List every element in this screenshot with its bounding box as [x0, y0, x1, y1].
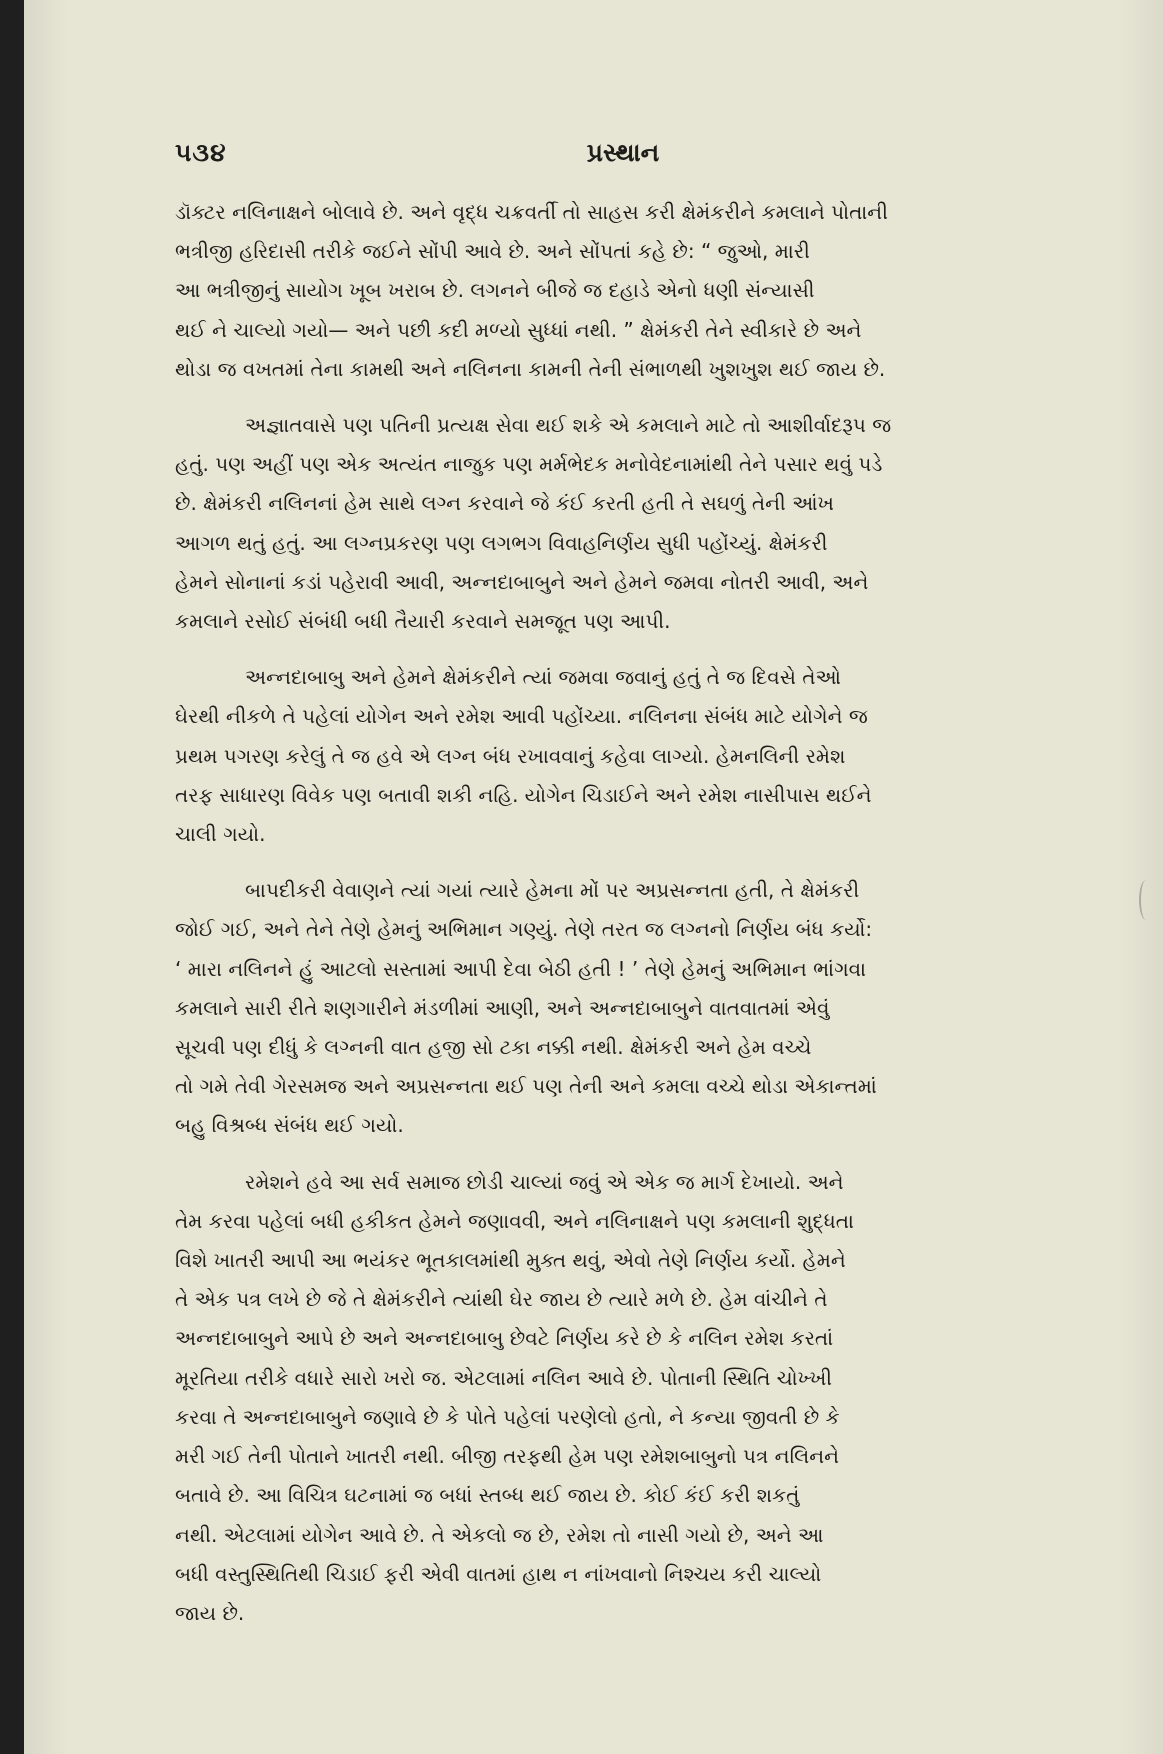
text-line: ભત્રીજી હરિદાસી તરીકે જઈને સોંપી આવે છે. અને સોંપતાં કહે છે: “ જુઓ, મારી: [175, 239, 810, 264]
running-title: પ્રસ્થાન: [586, 138, 660, 167]
text-line: જોઈ ગઈ, અને તેને તેણે હેમનું અભિમાન ગણ્યું. તેણે તરત જ લગ્નનો નિર્ણય બંધ કર્યો:: [175, 917, 873, 942]
text-line: ચાલી ગયો.: [175, 822, 266, 847]
text-line: તો ગમે તેવી ગેરસમજ અને અપ્રસન્નતા થઈ પણ તેની અને કમલા વચ્ચે થોડા એકાન્તમાં: [175, 1074, 877, 1099]
paragraph: [175, 406, 1071, 641]
text-line: અજ્ઞાતવાસે પણ પતિની પ્રત્યક્ષ સેવા થઈ શકે એ કમલાને માટે તો આશીર્વાદરૂપ જ: [245, 413, 892, 438]
text-line: ‘ મારા નલિનને હું આટલો સસ્તામાં આપી દેવા બેઠી હતી ! ’ તેણે હેમનું અભિમાન ભાંગવા: [175, 956, 867, 981]
text-line: ડૉક્ટર નલિનાક્ષને બોલાવે છે. અને વૃદ્ધ ચક્રવર્તી તો સાહસ કરી ક્ષેમંકરીને કમલાને પોતાની: [175, 200, 888, 224]
text-line: સૂચવી પણ દીધું કે લગ્નની વાત હજી સો ટકા નક્કી નથી. ક્ષેમંકરી અને હેમ વચ્ચે: [175, 1035, 812, 1060]
text-line: તેમ કરવા પહેલાં બધી હકીકત હેમને જણાવવી, અને નલિનાક્ષને પણ કમલાની શુદ્ધતા: [175, 1208, 854, 1233]
paragraph: [175, 658, 1071, 854]
text-line: અન્નદાબાબુને આપે છે અને અન્નદાબાબુ છેવટે નિર્ણય કરે છે કે નલિન રમેશ કરતાં: [175, 1326, 834, 1351]
paragraph: [175, 871, 1071, 1145]
book-page: [24, 0, 1163, 1754]
text-line: કમલાને રસોઈ સંબંધી બધી તૈયારી કરવાને સમજૂત પણ આપી.: [175, 609, 671, 634]
text-line: મરી ગઈ તેની પોતાને ખાતરી નથી. બીજી તરફથી હેમ પણ રમેશબાબુનો પત્ર નલિનને: [175, 1444, 840, 1469]
text-line: થઈ ને ચાલ્યો ગયો— અને પછી કદી મળ્યો સુધ્ધાં નથી. ” ક્ષેમંકરી તેને સ્વીકારે છે અને: [175, 317, 862, 342]
text-line: કરવા તે અન્નદાબાબુને જણાવે છે કે પોતે પહેલાં પરણેલો હતો, ને કન્યા જીવતી છે કે: [175, 1404, 840, 1429]
text-line: બહુ વિશ્રબ્ધ સંબંધ થઈ ગયો.: [175, 1113, 404, 1138]
page-number: ૫૩૪: [175, 138, 227, 167]
text-line: પ્રથમ પગરણ કરેલું તે જ હવે એ લગ્ન બંધ રખાવવાનું કહેવા લાગ્યો. હેમનલિની રમેશ: [175, 743, 846, 768]
text-line: તરફ સાધારણ વિવેક પણ બતાવી શકી નહિ. યોગેન ચિડાઈને અને રમેશ નાસીપાસ થઈને: [175, 782, 872, 807]
text-line: અન્નદાબાબુ અને હેમને ક્ષેમંકરીને ત્યાં જમવા જવાનું હતું તે જ દિવસે તેઓ: [245, 665, 841, 690]
text-line: હતું. પણ અહીં પણ એક અત્યંત નાજુક પણ મર્મભેદક મનોવેદનામાંથી તેને પસાર થવું પડે: [175, 452, 883, 477]
text-line: ઘેરથી નીકળે તે પહેલાં યોગેન અને રમેશ આવી પહોંચ્યા. નલિનના સંબંધ માટે યોગેને જ: [175, 704, 868, 729]
text-line: બધી વસ્તુસ્થિતિથી ચિડાઈ ફરી એવી વાતમાં હાથ ન નાંખવાનો નિશ્ચય કરી ચાલ્યો: [175, 1561, 822, 1586]
text-line: કમલાને સારી રીતે શણગારીને મંડળીમાં આણી, અને અન્નદાબાબુને વાતવાતમાં એવું: [175, 995, 830, 1020]
page-header: [175, 138, 1071, 178]
body-text: [175, 193, 1071, 1650]
paragraph: [175, 193, 1071, 389]
text-line: મૂરતિયા તરીકે વધારે સારો ખરો જ. એટલામાં નલિન આવે છે. પોતાની સ્થિતિ ચોખ્ખી: [175, 1365, 832, 1390]
text-line: બતાવે છે. આ વિચિત્ર ઘટનામાં જ બધાં સ્તબ્ધ થઈ જાય છે. કોઈ કંઈ કરી શકતું: [175, 1483, 800, 1508]
text-line: આગળ થતું હતું. આ લગ્નપ્રકરણ પણ લગભગ વિવાહનિર્ણય સુધી પહોંચ્યું. ક્ષેમંકરી: [175, 530, 828, 555]
paragraph: [175, 1163, 1071, 1633]
text-line: છે. ક્ષેમંકરી નલિનનાં હેમ સાથે લગ્ન કરવાને જે કંઈ કરતી હતી તે સઘળું તેની આંખ: [175, 491, 834, 516]
text-line: જાય છે.: [175, 1600, 245, 1625]
text-line: આ ભત્રીજીનું સાયોગ ખૂબ ખરાબ છે. લગનને બીજે જ દહાડે એનો ધણી સંન્યાસી: [175, 278, 815, 303]
text-line: વિશે ખાતરી આપી આ ભયંકર ભૂતકાલમાંથી મુક્ત થવું, એવો તેણે નિર્ણય કર્યો. હેમને: [175, 1248, 846, 1273]
text-line: તે એક પત્ર લખે છે જે તે ક્ષેમંકરીને ત્યાંથી ઘેર જાય છે ત્યારે મળે છે. હેમ વાંચીને તે: [175, 1287, 828, 1312]
text-line: હેમને સોનાનાં કડાં પહેરાવી આવી, અન્નદાબાબુને અને હેમને જમવા નોતરી આવી, અને: [175, 569, 869, 594]
text-line: નથી. એટલામાં યોગેન આવે છે. તે એકલો જ છે, રમેશ તો નાસી ગયો છે, અને આ: [175, 1522, 824, 1547]
text-line: રમેશને હવે આ સર્વ સમાજ છોડી ચાલ્યાં જવું એ એક જ માર્ગ દેખાયો. અને: [245, 1169, 844, 1194]
scan-margin-mark: [1139, 880, 1153, 920]
text-line: થોડા જ વખતમાં તેના કામથી અને નલિનના કામની તેની સંભાળથી ખુશખુશ થઈ જાય છે.: [175, 356, 886, 381]
text-line: બાપદીકરી વેવાણને ત્યાં ગયાં ત્યારે હેમના મોં પર અપ્રસન્નતા હતી, તે ક્ષેમંકરી: [245, 878, 860, 903]
